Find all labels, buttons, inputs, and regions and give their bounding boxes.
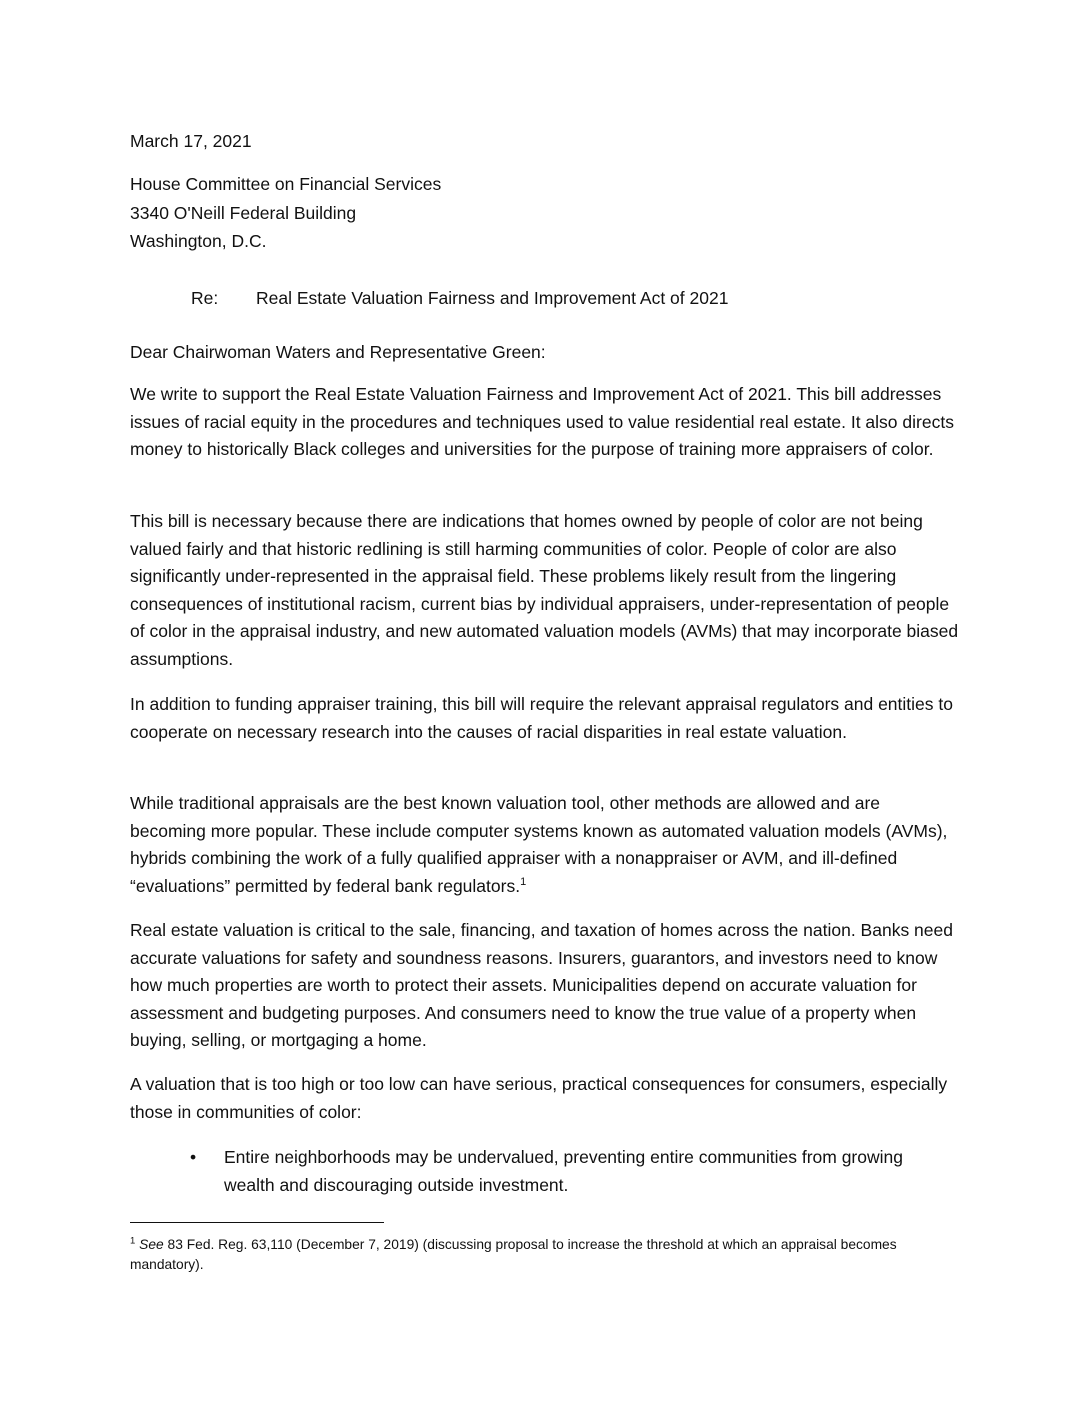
paragraph-text: While traditional appraisals are the best known valuation tool, other methods are allowed and are becoming more popular. These include computer systems known as automated valuation models (AVMs), hybrids combining the work of a fully qualified appraiser with a nonappraiser or AVM, and ill-defined “evaluations” permitted by federal bank regulators. bbox=[130, 793, 948, 896]
recipient-line: House Committee on Financial Services bbox=[130, 174, 442, 194]
recipient-line: 3340 O'Neill Federal Building bbox=[130, 202, 357, 223]
footnote-text: 83 Fed. Reg. 63,110 (December 7, 2019) (discussing proposal to increase the threshold at which an appraisal becomes mandatory). bbox=[130, 1237, 897, 1272]
body-paragraph: We write to support the Real Estate Valuation Fairness and Improvement Act of 2021. This bill addresses issues of racial equity in the procedures and techniques used to value residential real estate. It also directs money to historically Black colleges and universities for the purpose of training more appraisers of color. bbox=[130, 384, 954, 459]
bullet-icon: • bbox=[190, 1147, 197, 1167]
footnote bbox=[130, 1235, 960, 1274]
recipient-line: Washington, D.C. bbox=[130, 231, 267, 251]
subject-line bbox=[191, 285, 728, 312]
re-label: Re: bbox=[191, 288, 219, 308]
bullet-text: Entire neighborhoods may be undervalued, preventing entire communities from growing wealth and discouraging outside investment. bbox=[224, 1147, 903, 1195]
re-subject: Real Estate Valuation Fairness and Improvement Act of 2021 bbox=[256, 288, 729, 308]
footnote-see: See bbox=[139, 1237, 164, 1252]
body-paragraph: A valuation that is too high or too low can have serious, practical consequences for consumers, especially those in communities of color: bbox=[130, 1074, 948, 1122]
body-paragraph: This bill is necessary because there are indications that homes owned by people of color are not being valued fairly and that historic redlining is still harming communities of color. People of color are also significantly under-represented in the appraisal field. These problems likely result from the lingering consequences of institutional racism, current bias by individual appraisers, under-representation of people of color in the appraisal industry, and new automated valuation models (AVMs) that may incorporate biased assumptions. bbox=[130, 511, 959, 669]
footnote-reference[interactable]: 1 bbox=[520, 875, 527, 888]
footnote-number: 1 bbox=[130, 1235, 136, 1247]
recipient-address bbox=[130, 170, 960, 256]
body-paragraph: In addition to funding appraiser training, this bill will require the relevant appraisal regulators and entities to cooperate on necessary research into the causes of racial disparities in real estate valuation. bbox=[130, 694, 953, 742]
footnote-separator bbox=[130, 1222, 384, 1223]
salutation: Dear Chairwoman Waters and Representative Green: bbox=[130, 342, 546, 362]
body-paragraph bbox=[130, 790, 960, 900]
bullet-list-item bbox=[190, 1143, 950, 1199]
letter-date: March 17, 2021 bbox=[130, 131, 252, 151]
body-paragraph: Real estate valuation is critical to the sale, financing, and taxation of homes across the nation. Banks need accurate valuations for safety and soundness reasons. Insurers, guarantors, and investors need to know how much properties are worth to protect their assets. Municipalities depend on accurate valuation for assessment and budgeting purposes. And consumers need to know the true value of a property when buying, selling, or mortgaging a home. bbox=[130, 920, 953, 1050]
